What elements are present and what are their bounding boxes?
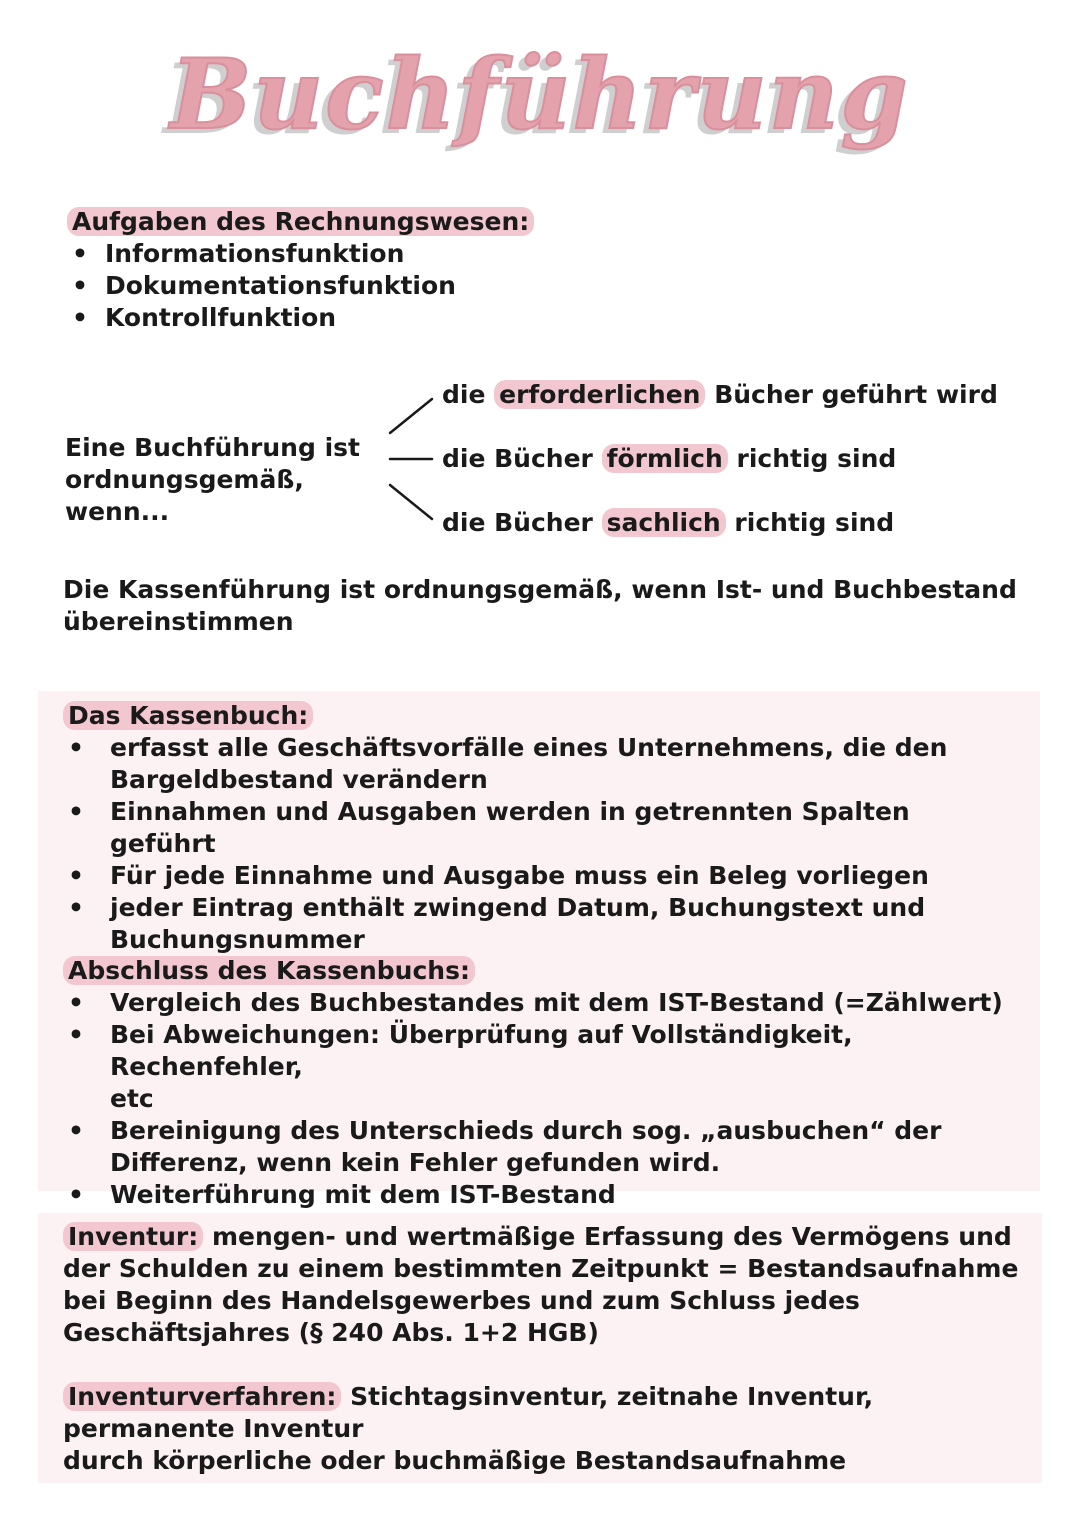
list-item: • Für jede Einnahme und Ausgabe muss ein Beleg vorliegen bbox=[63, 860, 1023, 892]
list-item: • Kontrollfunktion bbox=[67, 302, 767, 334]
list-item: • Vergleich des Buchbestandes mit dem IST-Bestand (=Zählwert) bbox=[63, 987, 1023, 1019]
kassenbuch-section bbox=[63, 700, 1023, 956]
inventurverfahren-term: Inventurverfahren: bbox=[63, 1382, 341, 1411]
list-item: • Bei Abweichungen: Überprüfung auf Vollständigkeit, Rechenfehler, etc bbox=[63, 1019, 1023, 1115]
list-item: • Bereinigung des Unterschieds durch sog. „ausbuchen“ der Differenz, wenn kein Fehler gefunden wird. bbox=[63, 1115, 1023, 1179]
branch-lines bbox=[380, 385, 440, 535]
list-item: • Weiterführung mit dem IST-Bestand bbox=[63, 1179, 1023, 1211]
branch-line-top bbox=[390, 399, 432, 433]
list-item: • Dokumentationsfunktion bbox=[67, 270, 767, 302]
list-item: • Einnahmen und Ausgaben werden in getrennten Spalten geführt bbox=[63, 796, 1023, 860]
list-item: • Informationsfunktion bbox=[67, 238, 767, 270]
inventur-term: Inventur: bbox=[63, 1222, 203, 1251]
abschluss-section bbox=[63, 955, 1023, 1211]
branch-line-bottom bbox=[390, 485, 432, 519]
branch-sachlich: die Bücher sachlich richtig sind bbox=[442, 508, 895, 537]
aufgaben-heading: Aufgaben des Rechnungswesen: bbox=[67, 207, 534, 236]
inventur-definition: Inventur: mengen- und wertmäßige Erfassung des Vermögens und der Schulden zu einem bestimmten Zeitpunkt = Bestandsaufnahme bei Beginn des Handelsgewerbes und zum Schluss jedes Geschäftsjahres (§ 240 Abs. 1+2 HGB) bbox=[63, 1222, 1019, 1347]
kassenbuch-heading: Das Kassenbuch: bbox=[63, 701, 313, 730]
page-title: Buchführung bbox=[170, 38, 910, 151]
branch-erforderlich: die erforderlichen Bücher geführt wird bbox=[442, 380, 998, 409]
branch-foermlich: die Bücher förmlich richtig sind bbox=[442, 444, 897, 473]
kassenfuehrung-text: Die Kassenführung ist ordnungsgemäß, wenn Ist- und Buchbestand übereinstimmen bbox=[63, 575, 1017, 636]
abschluss-heading: Abschluss des Kassenbuchs: bbox=[63, 956, 475, 985]
aufgaben-section bbox=[67, 206, 767, 334]
ordnung-lead: Eine Buchführung ist ordnungsgemäß, wenn... bbox=[65, 433, 360, 526]
list-item: • jeder Eintrag enthält zwingend Datum, Buchungstext und Buchungsnummer bbox=[63, 892, 1023, 956]
list-item: • erfasst alle Geschäftsvorfälle eines Unternehmens, die den Bargeldbestand verändern bbox=[63, 732, 1023, 796]
inventurverfahren-definition: Inventurverfahren: Stichtagsinventur, zeitnahe Inventur, permanente Inventur durch körperliche oder buchmäßige Bestandsaufnahme bbox=[63, 1382, 874, 1475]
